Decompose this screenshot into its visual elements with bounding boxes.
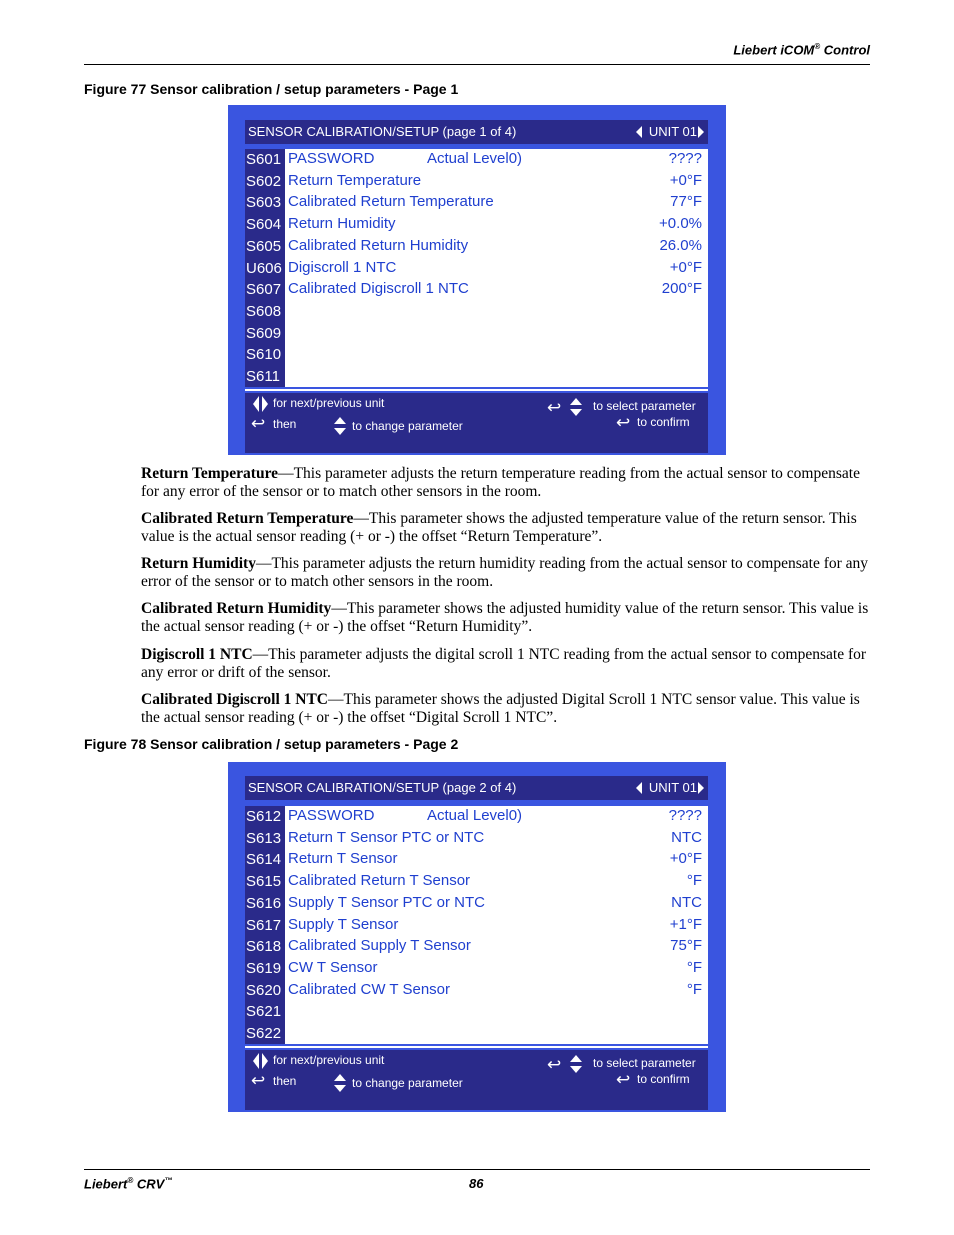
parameter-code: S618 bbox=[246, 938, 282, 956]
parameter-value: 77°F bbox=[670, 193, 702, 211]
parameter-code: S609 bbox=[246, 324, 282, 342]
parameter-row[interactable] bbox=[245, 828, 708, 850]
paragraph: Calibrated Return Temperature—This parameter shows the adjusted temperature value of the return sensor. This value is the actual sensor reading (+ or -) the offset “Return Temperature”. bbox=[141, 510, 857, 545]
parameter-row[interactable] bbox=[245, 1001, 708, 1023]
paragraph: Return Humidity—This parameter adjusts the return humidity reading from the actual sensor to compensate for any error of the sensor or to match other sensors in the room. bbox=[141, 555, 869, 590]
legend-then: then bbox=[273, 1074, 297, 1088]
parameter-code: S603 bbox=[246, 194, 282, 212]
enter-icon: ↩ bbox=[616, 413, 631, 432]
enter-icon: ↩ bbox=[547, 398, 562, 417]
parameter-row[interactable] bbox=[245, 849, 708, 871]
legend-next-prev: for next/previous unit bbox=[273, 396, 385, 410]
parameter-code: S604 bbox=[246, 216, 282, 234]
paragraph: Return Temperature—This parameter adjusts the return temperature reading from the actual sensor to compensate for any error of the sensor or to match other sensors in the room. bbox=[141, 465, 860, 500]
parameter-row[interactable] bbox=[245, 980, 708, 1002]
parameter-row[interactable] bbox=[245, 192, 708, 214]
parameter-value: °F bbox=[686, 980, 702, 998]
figure-78-screen bbox=[228, 762, 726, 1112]
running-header: Liebert iCOM® Control bbox=[733, 42, 870, 58]
parameter-row[interactable] bbox=[245, 871, 708, 893]
paragraph: Calibrated Digiscroll 1 NTC—This parameter shows the adjusted Digital Scroll 1 NTC sensor value. This value is the actual sensor reading (+ or -) the offset “Digital Scroll 1 NTC”. bbox=[141, 691, 860, 726]
parameter-value: 75°F bbox=[670, 937, 702, 955]
parameter-code: S608 bbox=[246, 302, 282, 320]
previous-unit-icon bbox=[636, 126, 642, 138]
up-down-arrows-icon bbox=[570, 1055, 580, 1075]
parameter-extra: Actual Level0) bbox=[427, 807, 523, 824]
parameter-row[interactable] bbox=[245, 936, 708, 958]
paragraph: Digiscroll 1 NTC—This parameter adjusts the digital scroll 1 NTC reading from the actual sensor to compensate for any error or drift of the sensor. bbox=[141, 646, 867, 681]
enter-icon: ↩ bbox=[547, 1055, 562, 1074]
parameter-value: +0°F bbox=[669, 258, 702, 276]
up-down-arrows-icon bbox=[334, 1074, 344, 1094]
parameter-row[interactable] bbox=[245, 366, 708, 388]
legend-confirm: to confirm bbox=[637, 415, 690, 429]
footer-rule bbox=[84, 1169, 870, 1170]
parameter-row[interactable] bbox=[245, 214, 708, 236]
figure-77-screen bbox=[228, 105, 726, 455]
up-down-arrows-icon bbox=[570, 398, 580, 418]
parameter-row[interactable] bbox=[245, 236, 708, 258]
parameter-name: Calibrated Return T Sensor bbox=[288, 872, 471, 890]
parameter-name: PASSWORD bbox=[288, 807, 375, 824]
parameter-value: +1°F bbox=[669, 915, 702, 933]
parameter-code: S619 bbox=[246, 959, 282, 977]
next-unit-icon bbox=[698, 126, 704, 138]
parameter-row[interactable] bbox=[245, 171, 708, 193]
parameter-name: Calibrated Supply T Sensor bbox=[288, 937, 471, 955]
parameter-name: Return Humidity bbox=[288, 215, 396, 233]
legend-select: to select parameter bbox=[593, 1056, 696, 1070]
left-right-arrows-icon bbox=[253, 395, 269, 413]
screen-title: SENSOR CALIBRATION/SETUP (page 2 of 4) bbox=[248, 780, 517, 795]
parameter-code: S615 bbox=[246, 873, 282, 891]
parameter-code: S607 bbox=[246, 281, 282, 299]
parameter-code: S613 bbox=[246, 829, 282, 847]
parameter-row[interactable] bbox=[245, 915, 708, 937]
screen-legend bbox=[245, 393, 708, 453]
parameter-name: PASSWORD bbox=[288, 150, 375, 167]
header-rule bbox=[84, 64, 870, 65]
parameter-name: Calibrated CW T Sensor bbox=[288, 980, 451, 998]
parameter-name: Return T Sensor PTC or NTC bbox=[288, 828, 485, 846]
parameter-value: ???? bbox=[668, 807, 702, 824]
legend-confirm: to confirm bbox=[637, 1072, 690, 1086]
legend-then: then bbox=[273, 417, 297, 431]
parameter-row[interactable] bbox=[245, 279, 708, 301]
parameter-name: Calibrated Return Humidity bbox=[288, 236, 469, 254]
parameter-code: S611 bbox=[246, 368, 280, 385]
footer-product: Liebert® CRV™ bbox=[84, 1176, 173, 1192]
parameter-code: S612 bbox=[246, 808, 282, 825]
parameter-name: Supply T Sensor bbox=[288, 915, 399, 933]
parameter-code: S621 bbox=[246, 1003, 282, 1021]
legend-next-prev: for next/previous unit bbox=[273, 1053, 385, 1067]
parameter-name: Return Temperature bbox=[288, 171, 422, 189]
page-number: 86 bbox=[469, 1176, 484, 1191]
enter-icon: ↩ bbox=[251, 1071, 266, 1090]
paragraph: Calibrated Return Humidity—This parameter shows the adjusted humidity value of the return sensor. This value is the actual sensor reading (+ or -) the offset “Return Humidity”. bbox=[141, 600, 869, 635]
parameter-name: Calibrated Return Temperature bbox=[288, 193, 494, 211]
parameter-value: ???? bbox=[668, 150, 702, 167]
parameter-code: S617 bbox=[246, 916, 282, 934]
unit-selector: UNIT 01 bbox=[636, 780, 704, 795]
parameter-value: °F bbox=[686, 872, 702, 890]
parameter-code: S614 bbox=[246, 851, 282, 869]
screen-title-bar bbox=[245, 776, 708, 800]
parameter-row[interactable] bbox=[245, 323, 708, 345]
parameter-code: S622 bbox=[246, 1025, 282, 1042]
parameter-code: S601 bbox=[246, 151, 282, 168]
parameter-value: NTC bbox=[671, 893, 702, 911]
legend-select: to select parameter bbox=[593, 399, 696, 413]
legend-change: to change parameter bbox=[352, 1076, 463, 1090]
left-right-arrows-icon bbox=[253, 1052, 269, 1070]
parameter-code: S616 bbox=[246, 894, 282, 912]
parameter-row[interactable] bbox=[245, 149, 708, 171]
parameter-row[interactable] bbox=[245, 958, 708, 980]
parameter-code: S605 bbox=[246, 237, 282, 255]
parameter-row[interactable] bbox=[245, 258, 708, 280]
parameter-name: Calibrated Digiscroll 1 NTC bbox=[288, 280, 469, 298]
figure-78-caption: Figure 78 Sensor calibration / setup parameters - Page 2 bbox=[84, 736, 459, 752]
parameter-value: 200°F bbox=[661, 280, 702, 298]
figure-77-caption: Figure 77 Sensor calibration / setup parameters - Page 1 bbox=[84, 81, 459, 97]
parameter-list bbox=[245, 149, 708, 387]
parameter-code: S602 bbox=[246, 172, 282, 190]
enter-icon: ↩ bbox=[251, 414, 266, 433]
screen-legend bbox=[245, 1050, 708, 1110]
parameter-value: +0°F bbox=[669, 850, 702, 868]
up-down-arrows-icon bbox=[334, 417, 344, 437]
parameter-value: °F bbox=[686, 958, 702, 976]
screen-title-bar bbox=[245, 120, 708, 144]
unit-selector: UNIT 01 bbox=[636, 124, 704, 139]
next-unit-icon bbox=[698, 782, 704, 794]
parameter-row[interactable] bbox=[245, 893, 708, 915]
parameter-name: Digiscroll 1 NTC bbox=[288, 258, 397, 276]
parameter-code: S620 bbox=[246, 981, 282, 999]
parameter-name: CW T Sensor bbox=[288, 958, 378, 976]
parameter-value: 26.0% bbox=[659, 236, 702, 254]
parameter-name: Return T Sensor bbox=[288, 850, 398, 868]
parameter-value: +0.0% bbox=[659, 215, 702, 233]
parameter-code: S610 bbox=[246, 346, 282, 364]
parameter-value: NTC bbox=[671, 828, 702, 846]
parameter-row[interactable] bbox=[245, 1023, 708, 1045]
previous-unit-icon bbox=[636, 782, 642, 794]
parameter-row[interactable] bbox=[245, 806, 708, 828]
parameter-code: U606 bbox=[246, 259, 282, 277]
parameter-list bbox=[245, 806, 708, 1044]
enter-icon: ↩ bbox=[616, 1070, 631, 1089]
screen-title: SENSOR CALIBRATION/SETUP (page 1 of 4) bbox=[248, 124, 517, 139]
legend-change: to change parameter bbox=[352, 419, 463, 433]
parameter-row[interactable] bbox=[245, 344, 708, 366]
parameter-extra: Actual Level0) bbox=[427, 150, 523, 167]
parameter-value: +0°F bbox=[669, 171, 702, 189]
parameter-row[interactable] bbox=[245, 301, 708, 323]
parameter-name: Supply T Sensor PTC or NTC bbox=[288, 893, 486, 911]
